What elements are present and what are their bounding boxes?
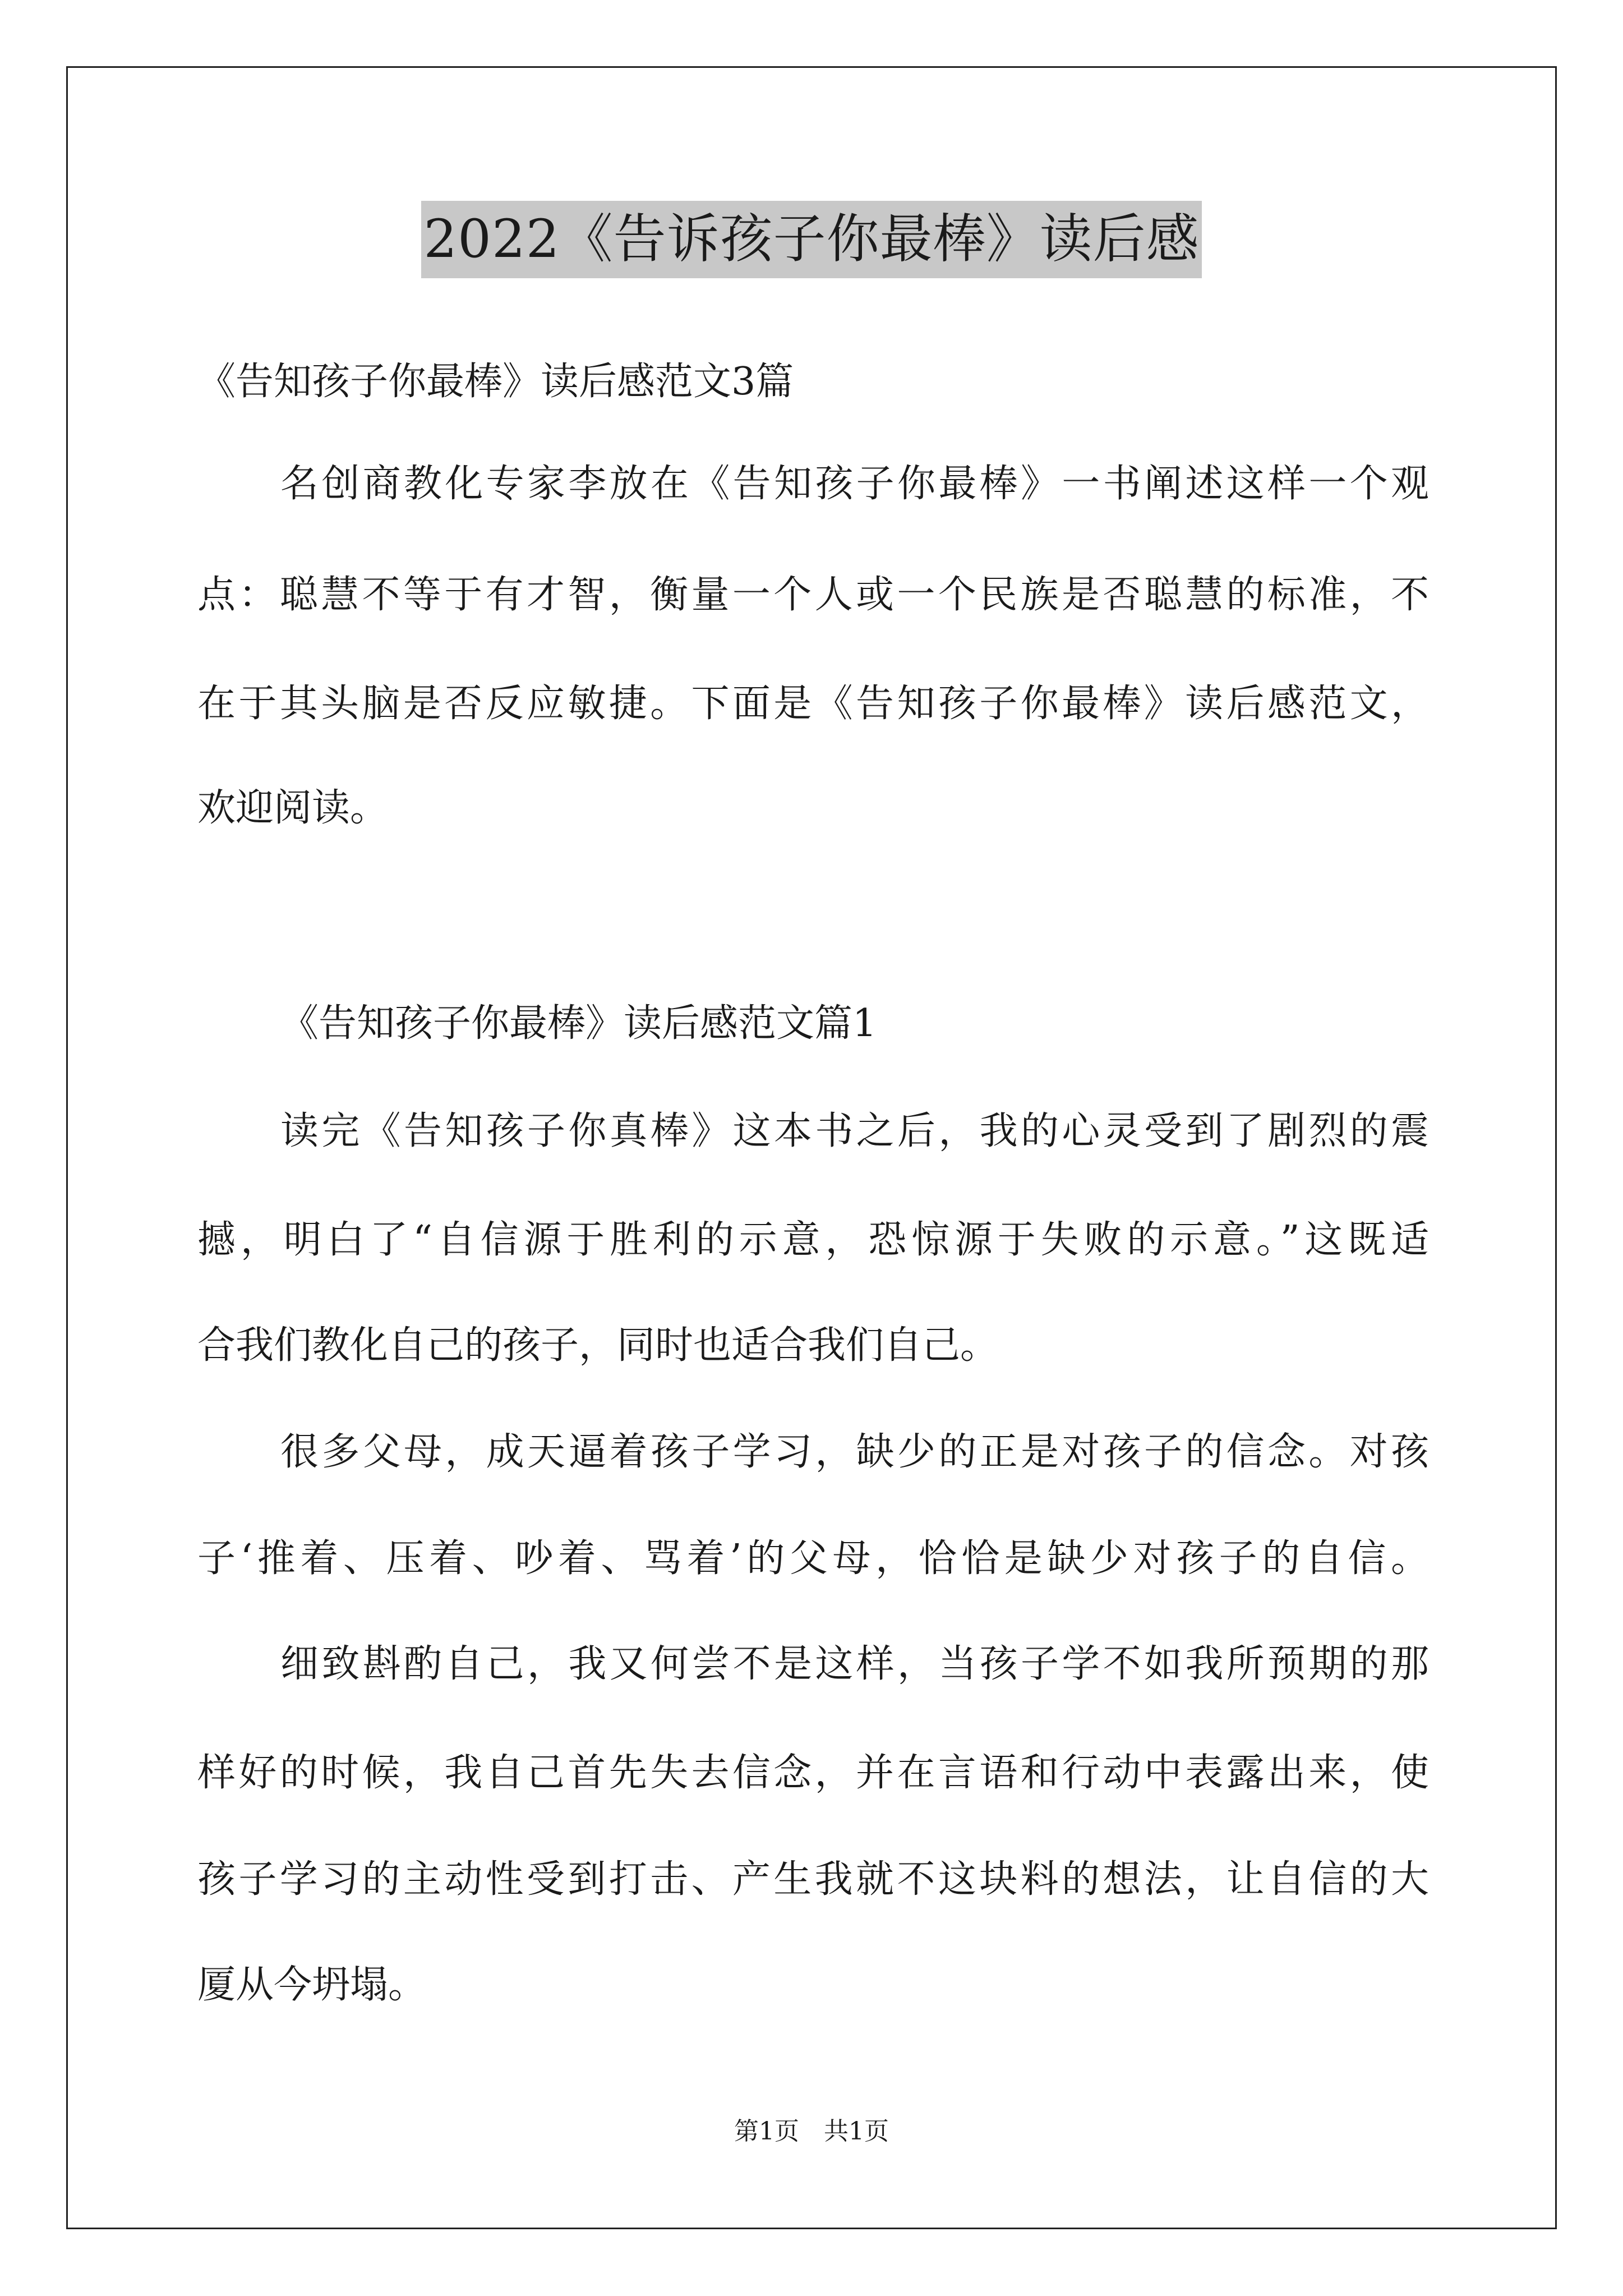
page-footer: 第1页 共1页 bbox=[734, 2117, 889, 2146]
paragraph-1-line-1: 读完《告知孩子你真棒》这本书之后，我的心灵受到了剧烈的震 bbox=[280, 1109, 1429, 1153]
intro-line-3: 在于其头脑是否反应敏捷。下面是《告知孩子你最棒》读后感范文， bbox=[197, 682, 1429, 726]
section-heading: 《告知孩子你最棒》读后感范文篇1 bbox=[280, 1001, 877, 1046]
document-title: 2022《告诉孩子你最棒》读后感 bbox=[421, 201, 1201, 278]
paragraph-1-line-3: 合我们教化自己的孩子，同时也适合我们自己。 bbox=[197, 1323, 999, 1368]
title-container bbox=[0, 201, 1623, 278]
document-subtitle: 《告知孩子你最棒》读后感范文3篇 bbox=[197, 360, 794, 404]
intro-line-2: 点：聪慧不等于有才智，衡量一个人或一个民族是否聪慧的标准，不 bbox=[197, 573, 1429, 617]
intro-line-4: 欢迎阅读。 bbox=[197, 786, 389, 830]
intro-line-1: 名创商教化专家李放在《告知孩子你最棒》一书阐述这样一个观 bbox=[280, 462, 1429, 506]
paragraph-1-line-2: 撼，明白了“自信源于胜利的示意，恐惊源于失败的示意。”这既适 bbox=[197, 1218, 1429, 1262]
paragraph-3-line-4: 厦从今坍塌。 bbox=[197, 1963, 427, 2007]
paragraph-2-line-1: 很多父母，成天逼着孩子学习，缺少的正是对孩子的信念。对孩 bbox=[280, 1430, 1429, 1474]
paragraph-3-line-2: 样好的时候，我自己首先失去信念，并在言语和行动中表露出来，使 bbox=[197, 1751, 1429, 1795]
paragraph-3-line-1: 细致斟酌自己，我又何尝不是这样，当孩子学不如我所预期的那 bbox=[280, 1642, 1429, 1686]
paragraph-2-line-2: 子‘推着、压着、吵着、骂着’的父母，恰恰是缺少对孩子的自信。 bbox=[197, 1536, 1429, 1581]
paragraph-3-line-3: 孩子学习的主动性受到打击、产生我就不这块料的想法，让自信的大 bbox=[197, 1857, 1429, 1902]
